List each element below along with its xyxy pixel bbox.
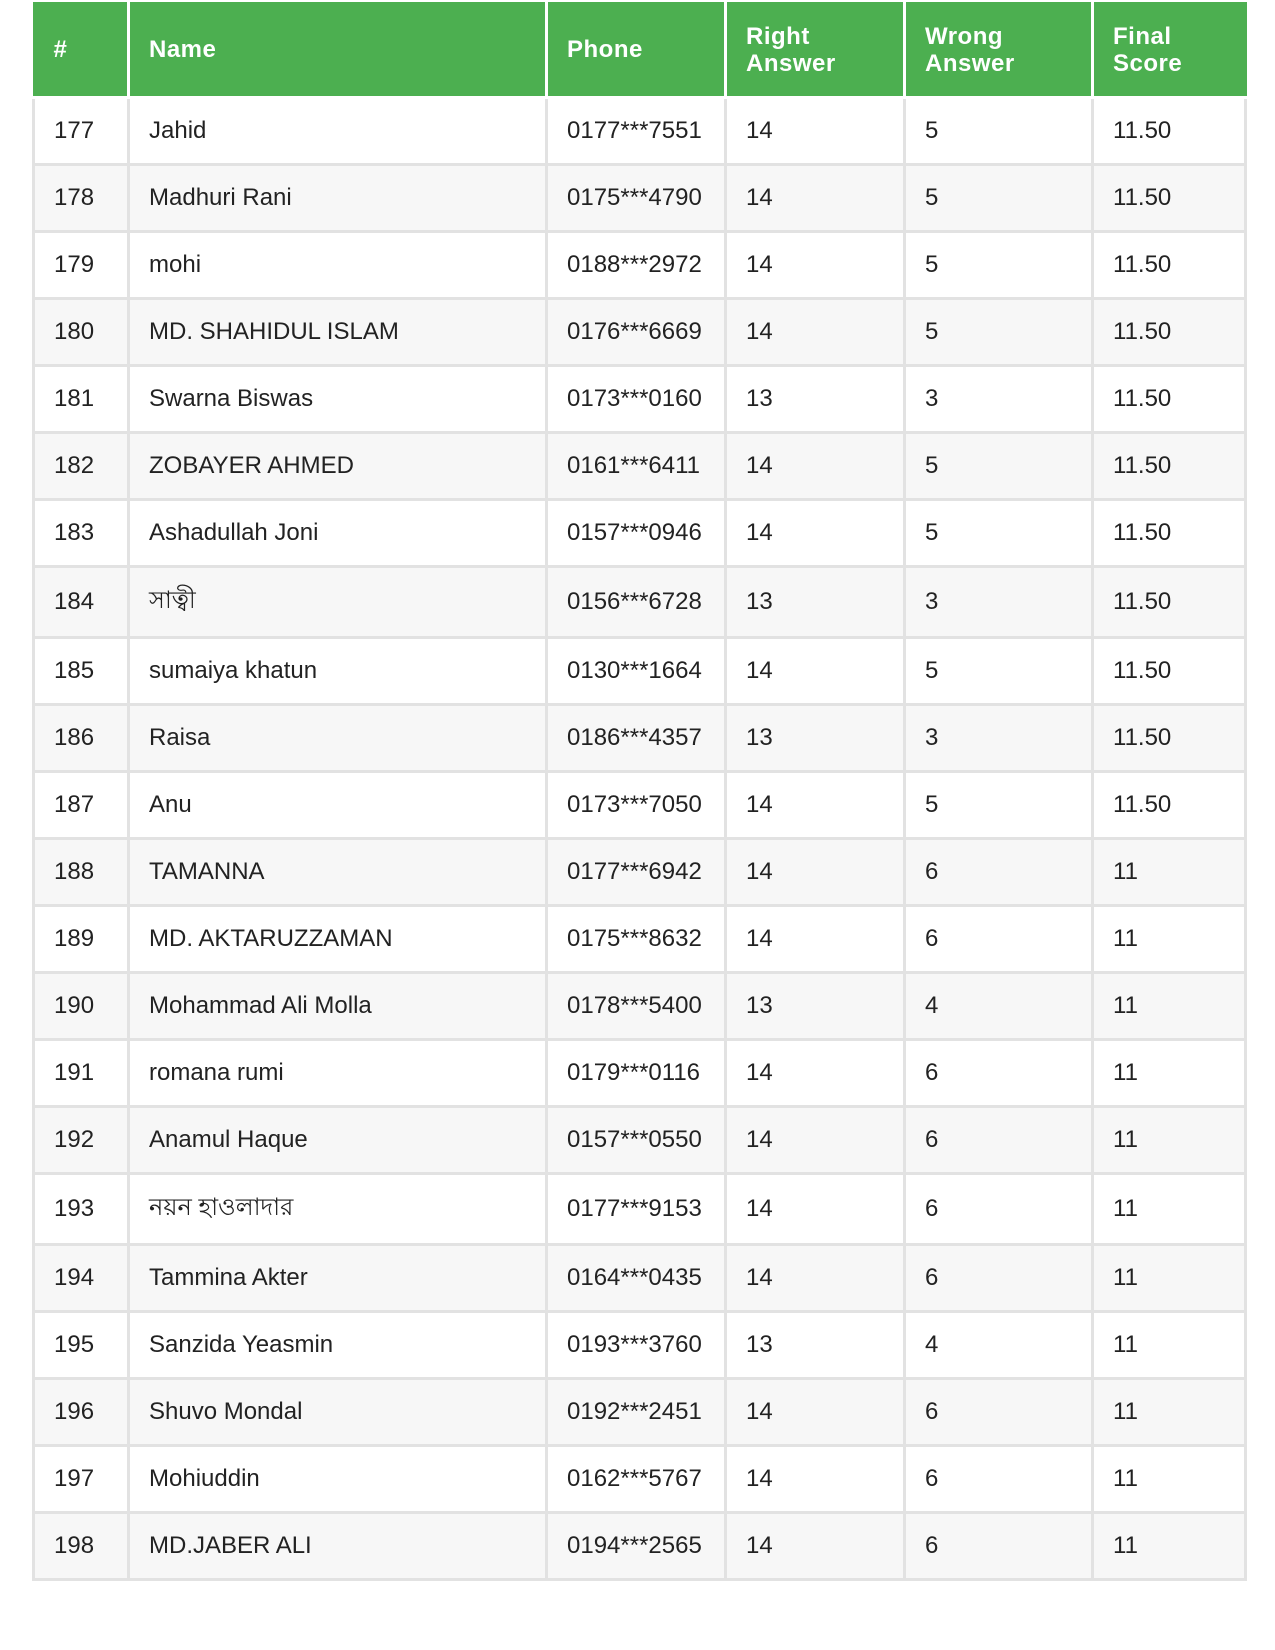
cell-final-score: 11.50 — [1093, 433, 1246, 500]
cell-final-score: 11.50 — [1093, 366, 1246, 433]
cell-number: 182 — [34, 433, 129, 500]
cell-wrong-answer: 5 — [905, 500, 1093, 567]
cell-name: MD.JABER ALI — [129, 1513, 547, 1580]
cell-right-answer: 14 — [726, 1446, 905, 1513]
table-row — [34, 366, 1246, 433]
cell-final-score: 11 — [1093, 1379, 1246, 1446]
cell-final-score: 11.50 — [1093, 567, 1246, 638]
cell-name: সাত্বী — [129, 567, 547, 638]
cell-phone: 0186***4357 — [547, 705, 726, 772]
cell-wrong-answer: 6 — [905, 1245, 1093, 1312]
cell-right-answer: 14 — [726, 299, 905, 366]
cell-phone: 0192***2451 — [547, 1379, 726, 1446]
table-row — [34, 500, 1246, 567]
cell-number: 186 — [34, 705, 129, 772]
cell-phone: 0161***6411 — [547, 433, 726, 500]
column-header-phone: Phone — [547, 2, 726, 98]
table-row — [34, 973, 1246, 1040]
cell-final-score: 11.50 — [1093, 772, 1246, 839]
cell-phone: 0193***3760 — [547, 1312, 726, 1379]
cell-right-answer: 14 — [726, 638, 905, 705]
results-table-container — [32, 2, 1244, 1581]
cell-wrong-answer: 6 — [905, 1107, 1093, 1174]
cell-wrong-answer: 6 — [905, 839, 1093, 906]
cell-wrong-answer: 6 — [905, 1174, 1093, 1245]
table-row — [34, 638, 1246, 705]
column-header-wrong-answer-text: Wrong Answer — [925, 23, 1015, 77]
column-header-name: Name — [129, 2, 547, 98]
table-row — [34, 1245, 1246, 1312]
cell-phone: 0157***0946 — [547, 500, 726, 567]
cell-final-score: 11 — [1093, 1513, 1246, 1580]
cell-right-answer: 14 — [726, 165, 905, 232]
cell-name: Tammina Akter — [129, 1245, 547, 1312]
cell-name: Jahid — [129, 98, 547, 165]
cell-right-answer: 13 — [726, 973, 905, 1040]
cell-final-score: 11.50 — [1093, 705, 1246, 772]
cell-name: Mohammad Ali Molla — [129, 973, 547, 1040]
cell-phone: 0177***9153 — [547, 1174, 726, 1245]
cell-name: Ashadullah Joni — [129, 500, 547, 567]
cell-right-answer: 13 — [726, 1312, 905, 1379]
cell-phone: 0156***6728 — [547, 567, 726, 638]
cell-right-answer: 14 — [726, 1040, 905, 1107]
cell-phone: 0188***2972 — [547, 232, 726, 299]
cell-right-answer: 14 — [726, 232, 905, 299]
cell-number: 187 — [34, 772, 129, 839]
results-table — [32, 2, 1247, 1581]
cell-right-answer: 14 — [726, 98, 905, 165]
cell-right-answer: 14 — [726, 1245, 905, 1312]
column-header-right-answer-text: Right Answer — [746, 23, 836, 77]
cell-right-answer: 14 — [726, 1174, 905, 1245]
cell-final-score: 11.50 — [1093, 232, 1246, 299]
cell-number: 191 — [34, 1040, 129, 1107]
cell-number: 183 — [34, 500, 129, 567]
cell-phone: 0173***7050 — [547, 772, 726, 839]
column-header-number: # — [34, 2, 129, 98]
table-row — [34, 1107, 1246, 1174]
table-row — [34, 299, 1246, 366]
cell-right-answer: 14 — [726, 1513, 905, 1580]
table-row — [34, 1040, 1246, 1107]
cell-right-answer: 14 — [726, 772, 905, 839]
cell-final-score: 11 — [1093, 1040, 1246, 1107]
cell-name: Swarna Biswas — [129, 366, 547, 433]
table-row — [34, 567, 1246, 638]
cell-phone: 0130***1664 — [547, 638, 726, 705]
cell-name: Sanzida Yeasmin — [129, 1312, 547, 1379]
cell-number: 194 — [34, 1245, 129, 1312]
table-row — [34, 839, 1246, 906]
column-header-right-answer — [726, 2, 905, 98]
cell-wrong-answer: 5 — [905, 638, 1093, 705]
cell-phone: 0164***0435 — [547, 1245, 726, 1312]
table-row — [34, 705, 1246, 772]
cell-wrong-answer: 5 — [905, 232, 1093, 299]
cell-final-score: 11 — [1093, 1107, 1246, 1174]
cell-phone: 0176***6669 — [547, 299, 726, 366]
cell-final-score: 11.50 — [1093, 299, 1246, 366]
table-row — [34, 232, 1246, 299]
cell-phone: 0178***5400 — [547, 973, 726, 1040]
cell-name: TAMANNA — [129, 839, 547, 906]
cell-name: নয়ন হাওলাদার — [129, 1174, 547, 1245]
cell-wrong-answer: 6 — [905, 1513, 1093, 1580]
cell-number: 184 — [34, 567, 129, 638]
table-row — [34, 1312, 1246, 1379]
cell-wrong-answer: 6 — [905, 1040, 1093, 1107]
table-row — [34, 98, 1246, 165]
cell-name: Madhuri Rani — [129, 165, 547, 232]
cell-phone: 0177***7551 — [547, 98, 726, 165]
cell-phone: 0173***0160 — [547, 366, 726, 433]
table-row — [34, 906, 1246, 973]
cell-final-score: 11.50 — [1093, 638, 1246, 705]
cell-final-score: 11 — [1093, 906, 1246, 973]
cell-number: 181 — [34, 366, 129, 433]
cell-number: 198 — [34, 1513, 129, 1580]
table-row — [34, 1174, 1246, 1245]
cell-name: Anamul Haque — [129, 1107, 547, 1174]
header-row — [34, 2, 1246, 98]
cell-number: 178 — [34, 165, 129, 232]
cell-name: Raisa — [129, 705, 547, 772]
cell-number: 185 — [34, 638, 129, 705]
cell-name: mohi — [129, 232, 547, 299]
cell-phone: 0177***6942 — [547, 839, 726, 906]
cell-number: 177 — [34, 98, 129, 165]
cell-number: 195 — [34, 1312, 129, 1379]
cell-final-score: 11 — [1093, 973, 1246, 1040]
cell-phone: 0157***0550 — [547, 1107, 726, 1174]
cell-wrong-answer: 6 — [905, 1446, 1093, 1513]
cell-right-answer: 14 — [726, 500, 905, 567]
column-header-final-score-text: Final Score — [1113, 23, 1183, 77]
cell-number: 190 — [34, 973, 129, 1040]
table-row — [34, 1513, 1246, 1580]
cell-number: 197 — [34, 1446, 129, 1513]
table-row — [34, 165, 1246, 232]
cell-final-score: 11 — [1093, 1312, 1246, 1379]
cell-final-score: 11.50 — [1093, 165, 1246, 232]
cell-right-answer: 14 — [726, 433, 905, 500]
cell-wrong-answer: 5 — [905, 165, 1093, 232]
cell-right-answer: 14 — [726, 839, 905, 906]
cell-phone: 0162***5767 — [547, 1446, 726, 1513]
cell-final-score: 11 — [1093, 1174, 1246, 1245]
cell-number: 179 — [34, 232, 129, 299]
cell-phone: 0179***0116 — [547, 1040, 726, 1107]
cell-wrong-answer: 5 — [905, 433, 1093, 500]
cell-wrong-answer: 3 — [905, 705, 1093, 772]
cell-wrong-answer: 3 — [905, 567, 1093, 638]
table-row — [34, 772, 1246, 839]
cell-number: 189 — [34, 906, 129, 973]
cell-phone: 0175***8632 — [547, 906, 726, 973]
table-row — [34, 1446, 1246, 1513]
cell-right-answer: 13 — [726, 705, 905, 772]
table-body — [34, 98, 1246, 1580]
table-row — [34, 1379, 1246, 1446]
cell-phone: 0194***2565 — [547, 1513, 726, 1580]
cell-number: 196 — [34, 1379, 129, 1446]
cell-name: ZOBAYER AHMED — [129, 433, 547, 500]
cell-wrong-answer: 4 — [905, 1312, 1093, 1379]
cell-wrong-answer: 5 — [905, 98, 1093, 165]
cell-right-answer: 13 — [726, 567, 905, 638]
cell-wrong-answer: 6 — [905, 1379, 1093, 1446]
cell-number: 180 — [34, 299, 129, 366]
cell-name: Mohiuddin — [129, 1446, 547, 1513]
cell-wrong-answer: 6 — [905, 906, 1093, 973]
cell-name: MD. AKTARUZZAMAN — [129, 906, 547, 973]
cell-number: 193 — [34, 1174, 129, 1245]
cell-phone: 0175***4790 — [547, 165, 726, 232]
cell-name: Shuvo Mondal — [129, 1379, 547, 1446]
cell-wrong-answer: 4 — [905, 973, 1093, 1040]
column-header-wrong-answer — [905, 2, 1093, 98]
cell-final-score: 11 — [1093, 839, 1246, 906]
table-row — [34, 433, 1246, 500]
cell-wrong-answer: 5 — [905, 299, 1093, 366]
cell-final-score: 11.50 — [1093, 98, 1246, 165]
cell-name: Anu — [129, 772, 547, 839]
cell-number: 188 — [34, 839, 129, 906]
cell-right-answer: 14 — [726, 1379, 905, 1446]
cell-wrong-answer: 3 — [905, 366, 1093, 433]
cell-final-score: 11.50 — [1093, 500, 1246, 567]
cell-final-score: 11 — [1093, 1446, 1246, 1513]
cell-right-answer: 14 — [726, 906, 905, 973]
cell-final-score: 11 — [1093, 1245, 1246, 1312]
cell-name: romana rumi — [129, 1040, 547, 1107]
cell-right-answer: 14 — [726, 1107, 905, 1174]
cell-wrong-answer: 5 — [905, 772, 1093, 839]
column-header-final-score — [1093, 2, 1246, 98]
table-header — [34, 2, 1246, 98]
cell-name: MD. SHAHIDUL ISLAM — [129, 299, 547, 366]
cell-number: 192 — [34, 1107, 129, 1174]
cell-name: sumaiya khatun — [129, 638, 547, 705]
cell-right-answer: 13 — [726, 366, 905, 433]
